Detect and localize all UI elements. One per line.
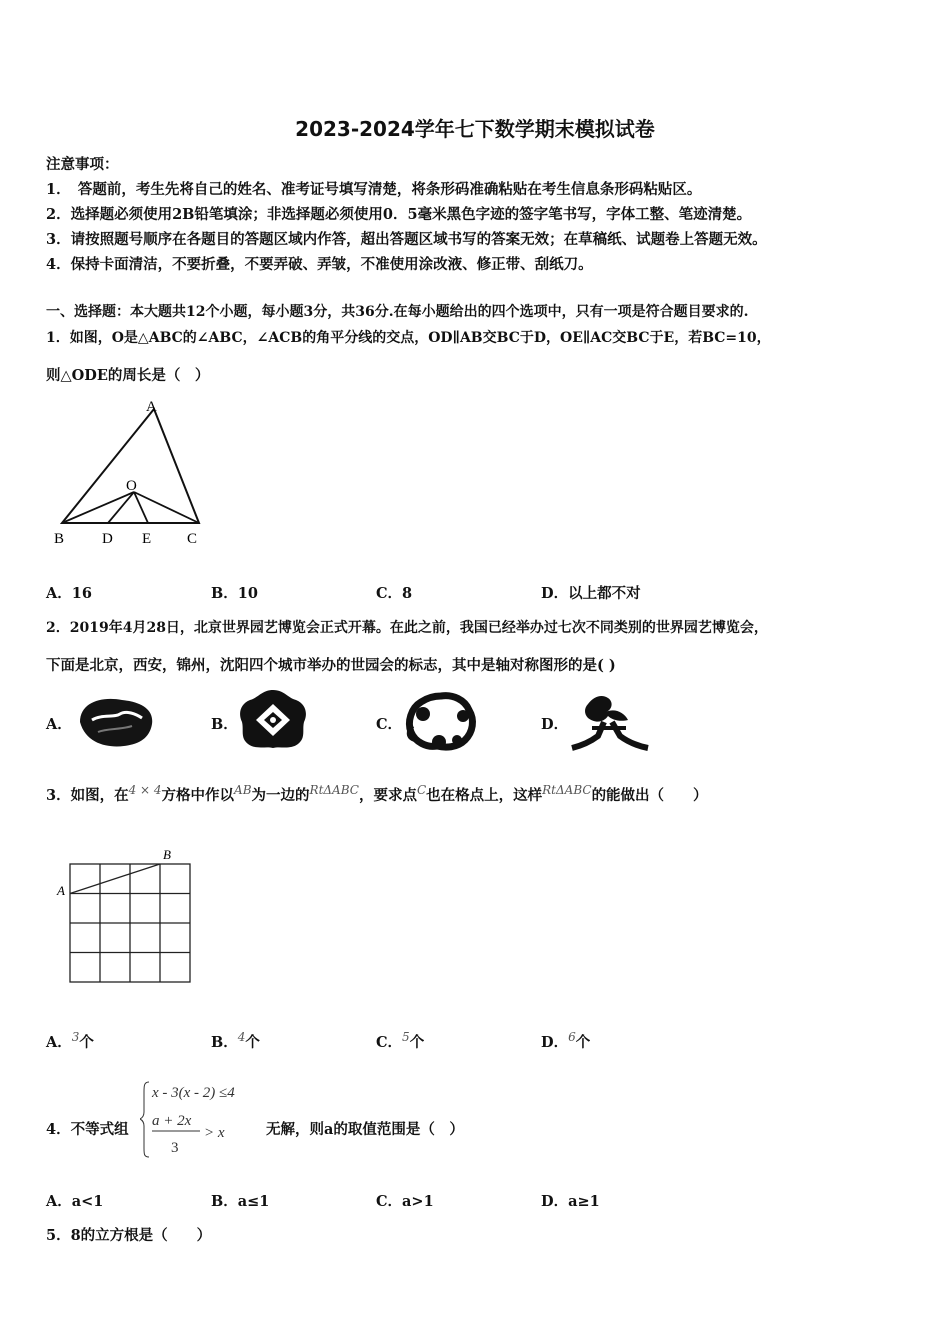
q1-option-d[interactable]: D．以上都不对 [541,585,641,602]
segment-ab [70,864,160,894]
system-brace [140,1082,149,1157]
q1-option-b[interactable]: B．10 [211,585,258,602]
q3-option-a[interactable]: A．$^3$个 [46,1030,94,1051]
fraction-denominator: 3 [171,1140,179,1156]
segment-ob [62,492,134,523]
q4-option-c[interactable]: C．a>1 [376,1193,434,1210]
segment-oe [134,492,148,523]
note-item: 3．请按照题号顺序在各题目的答题区域内作答，超出答题区域书写的答案无效；在草稿纸、试题卷上答题无效。 [46,231,767,248]
q3-option-d[interactable]: D．$^6$个 [541,1030,591,1051]
note-item: 1． 答题前，考生先将自己的姓名、准考证号填写清楚，将条形码准确粘贴在考生信息条形码粘贴区。 [46,181,702,198]
question-4-prefix: 4．不等式组 [46,1121,129,1138]
q3-option-b[interactable]: B．$^4$个 [211,1030,260,1051]
xian-expo-logo-icon [236,686,310,752]
q2-option-c-label[interactable]: C． [376,716,403,733]
q3-option-c[interactable]: C．$^5$个 [376,1030,425,1051]
label-c: C [187,531,198,547]
grid-label-b: B [163,847,171,862]
grid-label-a: A [57,883,65,898]
note-item: 4．保持卡面清洁，不要折叠，不要弄破、弄皱，不准使用涂改液、修正带、刮纸刀。 [46,256,593,273]
notes-heading: 注意事项： [46,156,119,173]
inequality-system [140,1080,270,1160]
fraction-numerator: a + 2x [152,1113,192,1129]
page-title: 2023-2024学年七下数学期末模拟试卷 [295,117,655,141]
question-1-line1: 1．如图，O是△ABC的∠ABC，∠ACB的角平分线的交点，OD∥AB交BC于D，OE∥AC交BC于E，若BC=10， [46,330,771,346]
jinzhou-expo-logo-icon [403,690,479,752]
label-e: E [142,531,152,547]
note-item: 2．选择题必须使用2B铅笔填涂；非选择题必须使用0．5毫米黑色字迹的签字笔书写，字体工整、笔迹清楚。 [46,206,752,223]
inequality-1: x - 3(x - 2) ≤4 [152,1085,235,1101]
question-3-text: 3．如图，在$^{4 \times 4}$方格中作以$^{AB}$为一边的$^{Rt\Delta ABC}$，要求点$^C$也在格点上，这样$^{Rt\Delta ABC}$的能做出（ ） [46,783,708,804]
q2-option-b-label[interactable]: B． [211,716,238,733]
q4-option-b[interactable]: B．a≤1 [211,1193,270,1210]
triangle-abc [62,409,199,523]
label-a: A [146,399,157,415]
grid-figure [54,845,199,985]
q2-option-d-label[interactable]: D． [541,716,569,733]
q1-option-a[interactable]: A．16 [46,585,92,602]
shenyang-expo-logo-icon [568,692,652,752]
section-heading: 一、选择题：本大题共12个小题，每小题3分，共36分.在每小题给出的四个选项中，只有一项是符合题目要求的. [46,304,749,320]
q4-option-d[interactable]: D．a≥1 [541,1193,600,1210]
label-o: O [126,478,137,494]
inequality-2-rest: > x [204,1125,225,1141]
q1-option-c[interactable]: C．8 [376,585,413,602]
triangle-figure [44,395,214,550]
label-d: D [102,531,113,547]
question-2-line1: 2．2019年4月28日，北京世界园艺博览会正式开幕。在此之前，我国已经举办过七次不同类别的世界园艺博览会， [46,620,768,636]
question-2-line2: 下面是北京，西安，锦州，沈阳四个城市举办的世园会的标志，其中是轴对称图形的是( ) [46,657,616,674]
question-1-line2: 则△ODE的周长是（ ） [46,367,210,384]
label-b: B [54,531,65,547]
grid-4x4 [70,864,190,982]
question-4-suffix: 无解，则a的取值范围是（ ） [266,1121,464,1138]
q2-option-a-label[interactable]: A． [46,716,72,733]
q4-option-a[interactable]: A．a<1 [46,1193,104,1210]
beijing-expo-logo-icon [72,692,160,752]
question-5-text: 5．8的立方根是（ ） [46,1227,212,1244]
